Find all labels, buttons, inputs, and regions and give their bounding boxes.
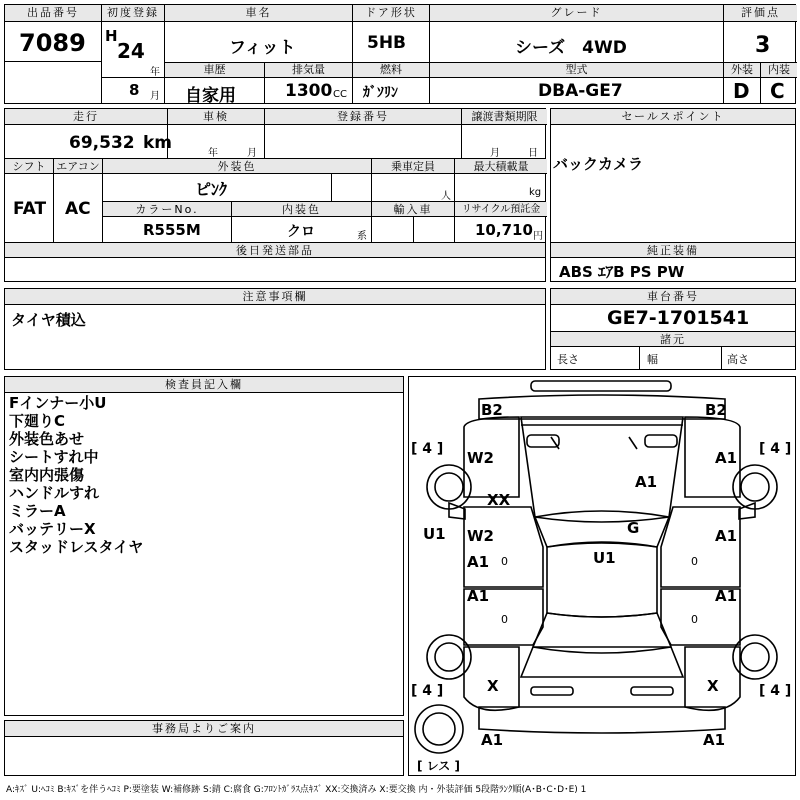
dims-height: 高さ xyxy=(727,353,749,366)
spare-tire: [ レス ] xyxy=(417,759,460,773)
car-outline xyxy=(409,377,795,775)
mark-zero-r1: 0 xyxy=(691,555,698,568)
mark-zero-l1: 0 xyxy=(501,555,508,568)
car-name-label: 車名 xyxy=(165,5,352,22)
displacement-label: 排気量 xyxy=(265,63,352,78)
inspector-box xyxy=(4,376,404,716)
inspector-note-line: 室内内張傷 xyxy=(9,466,85,484)
mark-a1-front-right: A1 xyxy=(715,449,738,467)
inspection-year-unit: 年 xyxy=(208,148,218,159)
caution-text: タイヤ積込 xyxy=(11,311,86,329)
inspector-note-line: スタッドレスタイヤ xyxy=(9,538,144,556)
lot-number: 7089 xyxy=(19,29,86,57)
equipment-label: 純正装備 xyxy=(551,243,795,258)
mark-b2-right: B2 xyxy=(705,401,727,419)
int-color-unit: 系 xyxy=(357,231,367,242)
header-table xyxy=(4,4,796,104)
mark-zero-r2: 0 xyxy=(691,613,698,626)
equipment-text: ABS ｴｱB PS PW xyxy=(559,263,685,281)
ac-label: エアコン xyxy=(54,159,102,174)
damage-diagram xyxy=(408,376,796,776)
inspector-label: 検査員記入欄 xyxy=(5,377,403,393)
load-label: 最大積載量 xyxy=(455,159,547,174)
mileage-label: 走行 xyxy=(5,109,167,125)
office-box xyxy=(4,720,404,776)
load-unit: kg xyxy=(529,187,542,198)
first-reg-label: 初度登録 xyxy=(102,5,164,22)
interior-grade: C xyxy=(770,79,785,103)
mark-b2-left: B2 xyxy=(481,401,503,419)
int-color: クロ xyxy=(287,224,315,240)
shift: FAT xyxy=(13,199,47,219)
doc-day-unit: 日 xyxy=(528,148,538,159)
model-code: DBA-GE7 xyxy=(538,81,623,101)
doc-month-unit: 月 xyxy=(490,148,500,159)
vehicle-details-table xyxy=(4,108,546,282)
grade-label: グレード xyxy=(430,5,723,22)
mark-a1-left-rear-door: A1 xyxy=(467,587,490,605)
inspector-note-line: ミラーA xyxy=(9,502,66,520)
inspector-note-line: 下廻りC xyxy=(9,412,66,430)
capacity-unit: 人 xyxy=(441,191,451,202)
inspector-notes xyxy=(9,394,143,556)
dims-length: 長さ xyxy=(557,353,579,366)
inspector-note-line: Fインナー小U xyxy=(9,394,107,412)
mileage-unit: km xyxy=(143,133,173,153)
sales-point-label: セールスポイント xyxy=(551,109,795,125)
year-unit: 年 xyxy=(150,67,160,78)
caution-box xyxy=(4,288,546,370)
grade: シーズ 4WD xyxy=(515,38,627,58)
inspector-note-line: シートすれ中 xyxy=(9,448,99,466)
mark-a1-rear-right: A1 xyxy=(703,731,726,749)
displacement-unit: CC xyxy=(333,89,347,100)
mark-a1-right-door: A1 xyxy=(715,527,738,545)
capacity-label: 乗車定員 xyxy=(372,159,454,174)
first-reg-month: 8 xyxy=(129,81,140,99)
inspector-note-line: バッテリーX xyxy=(9,520,96,538)
ext-color-label: 外装色 xyxy=(103,159,371,174)
model-label: 型式 xyxy=(430,63,723,78)
doc-deadline-label: 譲渡書類期限 xyxy=(462,109,547,125)
first-reg-year: 24 xyxy=(117,39,145,63)
recycle-fee: 10,710 xyxy=(475,221,533,239)
mark-u1-left: U1 xyxy=(423,525,446,543)
chassis-number: GE7-1701541 xyxy=(607,307,750,329)
mileage: 69,532 xyxy=(69,133,135,153)
dims-label: 諸元 xyxy=(551,332,795,347)
recycle-unit: 円 xyxy=(533,231,543,242)
inspection-month-unit: 月 xyxy=(247,148,257,159)
mark-zero-l2: 0 xyxy=(501,613,508,626)
inspector-note-line: ハンドルすれ xyxy=(9,484,100,502)
sales-point-box xyxy=(550,108,796,282)
door-label: ドア形状 xyxy=(353,5,429,22)
ac: AC xyxy=(65,199,91,219)
car-name: フィット xyxy=(229,38,296,58)
color-no-label: カラーNo. xyxy=(103,202,231,217)
month-unit: 月 xyxy=(150,91,160,102)
mark-g: G xyxy=(627,519,640,537)
history-label: 車歴 xyxy=(165,63,264,78)
chassis-label: 車台番号 xyxy=(551,289,795,305)
history: 自家用 xyxy=(185,86,236,106)
tire-front-right: [ 4 ] xyxy=(759,441,792,457)
chassis-box xyxy=(550,288,796,370)
later-parts-label: 後日発送部品 xyxy=(5,243,545,258)
displacement: 1300 xyxy=(285,81,333,101)
office-label: 事務局よりご案内 xyxy=(5,721,403,737)
era: H xyxy=(105,27,118,45)
interior-label: 内装 xyxy=(761,63,797,78)
color-no: R555M xyxy=(143,221,201,239)
int-color-label: 内装色 xyxy=(232,202,371,217)
shift-label: シフト xyxy=(5,159,53,174)
reg-number-label: 登録番号 xyxy=(265,109,461,125)
recycle-label: リサイクル預託金 xyxy=(455,202,547,217)
inspector-note-line: 外装色あせ xyxy=(9,430,85,448)
mark-a1-left-door: A1 xyxy=(467,553,490,571)
fuel: ｶﾞｿﾘﾝ xyxy=(363,85,398,101)
legend: A:ｷｽﾞ U:ﾍｺﾐ B:ｷｽﾞを伴うﾍｺﾐ P:要塗装 W:補修跡 S:錆 C:腐食 G:ﾌﾛﾝﾄｶﾞﾗｽ点ｷｽﾞ XX:交換済み X:要交換 内・外装評価 5段階ﾗﾝｸ順(A･B･C･D･E) 1 xyxy=(6,785,587,795)
sales-point-text: バックカメラ xyxy=(553,155,644,173)
mark-u1-roof: U1 xyxy=(593,549,616,567)
fuel-label: 燃料 xyxy=(353,63,429,78)
inspection-label: 車検 xyxy=(168,109,264,125)
mark-w2-front-left: W2 xyxy=(467,449,494,467)
mark-xx: XX xyxy=(487,491,511,509)
exterior-grade: D xyxy=(733,79,750,103)
tire-rear-right: [ 4 ] xyxy=(759,683,792,699)
mark-a1-right-rear-door: A1 xyxy=(715,587,738,605)
mark-a1-hood: A1 xyxy=(635,473,658,491)
mark-x-right: X xyxy=(707,677,719,695)
tire-rear-left: [ 4 ] xyxy=(411,683,444,699)
score-label: 評価点 xyxy=(724,5,797,22)
lot-label: 出品番号 xyxy=(5,5,101,22)
score: 3 xyxy=(755,33,771,58)
mark-a1-rear-left: A1 xyxy=(481,731,504,749)
exterior-label: 外装 xyxy=(724,63,760,78)
ext-color: ピﾝｸ xyxy=(195,180,228,199)
caution-label: 注意事項欄 xyxy=(5,289,545,305)
door-type: 5HB xyxy=(367,33,407,53)
tire-front-left: [ 4 ] xyxy=(411,441,444,457)
mark-x-left: X xyxy=(487,677,499,695)
dims-width: 幅 xyxy=(647,353,658,366)
import-label: 輸入車 xyxy=(372,202,454,217)
mark-w2-left-door: W2 xyxy=(467,527,494,545)
